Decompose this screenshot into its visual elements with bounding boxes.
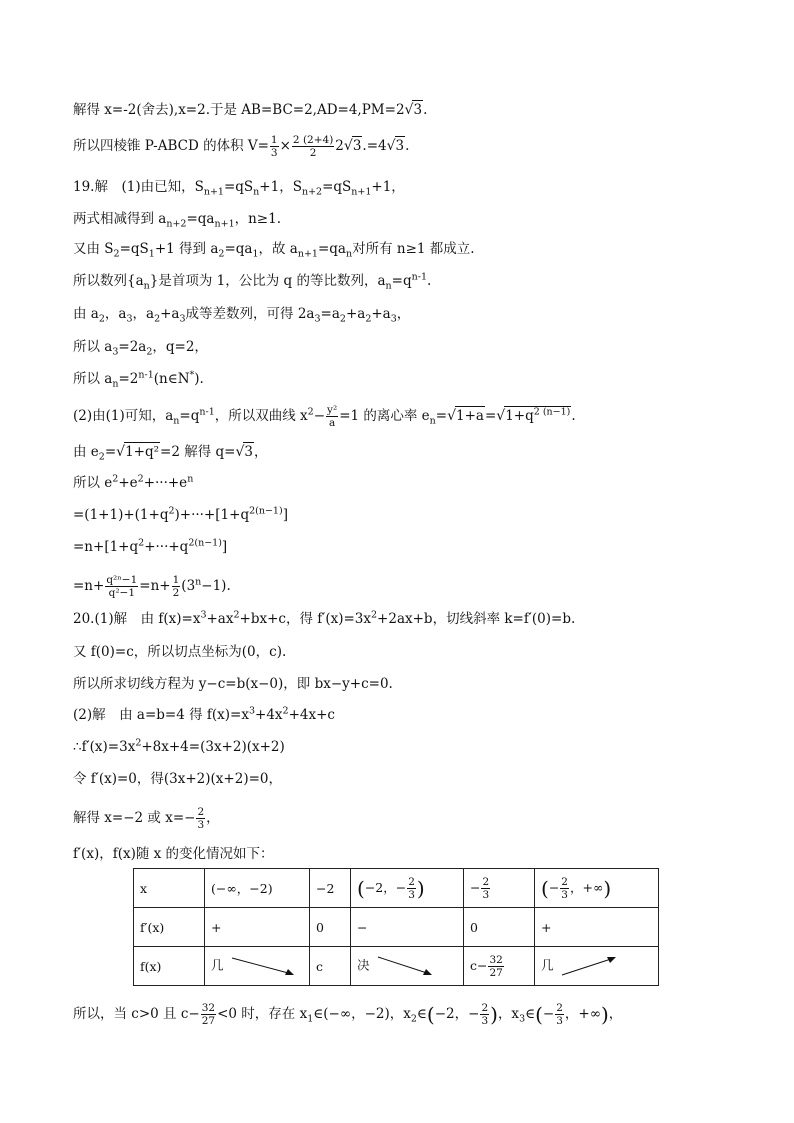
text: =qS [322, 179, 352, 195]
arrow-down-right-icon [228, 953, 298, 979]
line-24 [73, 1002, 622, 1027]
fraction [481, 876, 490, 901]
table-cell [351, 947, 464, 986]
denominator: 3 [482, 888, 490, 901]
numerator: 2 [408, 875, 415, 888]
text: ] [282, 507, 288, 523]
line-3 [73, 178, 405, 196]
line-12 [73, 474, 193, 492]
table-cell [464, 869, 535, 908]
text: +bx+c，得 f′(x)=3x [239, 611, 371, 627]
text: − [548, 879, 560, 895]
table-cell: x [134, 869, 205, 908]
text: 几 [211, 957, 224, 973]
denominator: 2 [172, 587, 180, 599]
text: 对所有 n≥1 都成立. [352, 241, 475, 257]
text: 所以 e [73, 475, 113, 491]
subscript: n+1 [203, 186, 224, 198]
table-cell: f′(x) [134, 908, 205, 947]
subscript: n+1 [214, 218, 235, 230]
line-16 [73, 610, 575, 628]
fraction [480, 1002, 489, 1027]
subscript: n [385, 280, 392, 292]
left-paren: ( [535, 1002, 543, 1027]
text: ，a [132, 306, 155, 322]
line-6 [73, 272, 431, 290]
text: =qa [186, 211, 215, 227]
subscript: 3 [179, 313, 186, 325]
text: . [423, 102, 428, 118]
text: ∈ [416, 1006, 427, 1022]
text: 所以四棱锥 P-ABCD 的体积 V= [73, 138, 269, 154]
text: =q [391, 273, 412, 289]
radical-sign: √ [386, 138, 396, 154]
subscript: 1 [307, 1013, 314, 1025]
left-paren: ( [357, 876, 365, 900]
subscript: n [173, 415, 180, 427]
line-14 [73, 538, 227, 556]
text: 1+q [505, 408, 534, 424]
superscript: 2 (n−1) [533, 406, 571, 418]
text: =(1+1)+(1+q [73, 507, 169, 523]
text: ， [206, 810, 220, 826]
text: )+···+[1+q [174, 507, 250, 523]
fraction [201, 1002, 216, 1027]
text: (2)由(1)可知，a [73, 408, 174, 424]
text: ，所以双曲线 x [214, 408, 308, 424]
text: +4x+c [288, 707, 335, 723]
numerator: 2 [482, 875, 490, 888]
line-23 [73, 845, 274, 863]
denominator: 3 [408, 888, 415, 901]
fraction [172, 574, 181, 599]
table-cell: (−∞，−2) [205, 869, 310, 908]
text: ，+∞ [569, 879, 604, 895]
subscript: 3 [112, 346, 119, 358]
table-cell: − [351, 908, 464, 947]
superscript: 2(n−1) [188, 537, 222, 549]
subscript: 3 [126, 313, 133, 325]
subscript: n+1 [351, 186, 372, 198]
superscript: 3 [200, 609, 207, 621]
denominator: a [328, 417, 336, 429]
left-paren: ( [426, 1002, 435, 1027]
line-18 [73, 675, 393, 693]
text: 所以 a [73, 339, 113, 355]
table-cell [464, 947, 535, 986]
text: +a [371, 306, 391, 322]
text: 解得 x=-2(舍去),x=2.于是 AB=BC=2,AD=4,PM=2 [73, 102, 405, 118]
text: 令 f′(x)=0，得(3x+2)(x+2)=0， [73, 771, 282, 787]
text: ， [608, 1006, 623, 1022]
text: −1). [201, 578, 231, 594]
text: 19.解 (1)由已知，S [73, 179, 204, 195]
subscript: 2 [218, 248, 225, 260]
numerator: q²ⁿ−1 [106, 574, 138, 586]
text: ，故 a [258, 241, 298, 257]
denominator: 27 [201, 1015, 216, 1027]
subscript: n [143, 280, 150, 292]
text: f′(x)，f(x)随 x 的变化情况如下： [73, 846, 274, 862]
radical-sign: √ [447, 408, 457, 424]
subscript: 2 [154, 313, 161, 325]
table-cell [535, 947, 659, 986]
text: ，n≥1. [234, 211, 281, 227]
radicand: 3 [244, 444, 253, 460]
line-19 [73, 706, 335, 724]
text: ，a [104, 306, 127, 322]
text: 又由 S [73, 241, 114, 257]
table-cell [351, 869, 464, 908]
text: = [435, 408, 448, 424]
text: =2 [118, 371, 139, 387]
text: 所以 a [73, 371, 113, 387]
line-11 [73, 442, 267, 461]
text: =qS [223, 179, 254, 195]
line-7 [73, 305, 410, 323]
right-paren: ) [603, 876, 612, 900]
subscript: n+2 [166, 218, 187, 230]
fraction [407, 876, 416, 901]
denominator: 3 [270, 147, 278, 159]
variation-table [133, 868, 659, 986]
denominator: 2 [309, 147, 317, 159]
text: 2 [335, 138, 344, 154]
superscript: n [195, 576, 202, 588]
superscript: 2 [135, 737, 142, 749]
text: =n+[1+q [73, 539, 139, 555]
superscript: 2 [282, 705, 289, 717]
text: ，x [497, 1006, 520, 1022]
text: +a [345, 306, 366, 322]
denominator: 3 [556, 1015, 563, 1027]
text: +ax [206, 611, 234, 627]
subscript: 2 [98, 451, 105, 463]
numerator: 1 [270, 134, 278, 146]
text: c− [470, 957, 488, 973]
fraction [105, 574, 138, 599]
text: 所以所求切线方程为 y−c=b(x−0)，即 bx−y+c=0. [73, 676, 393, 692]
subscript: 1 [148, 248, 155, 260]
line-2 [73, 134, 409, 159]
text: (n∈N [153, 371, 190, 387]
text: −2，− [364, 879, 407, 895]
text: 解得 x=−2 或 x=− [73, 810, 196, 826]
subscript: n+2 [301, 186, 323, 198]
text: ，+∞ [564, 1006, 601, 1022]
text: +4x [255, 707, 283, 723]
text: − [470, 879, 481, 895]
text: =n+ [139, 578, 171, 594]
text: 20.(1)解 由 f(x)=x [73, 611, 201, 627]
text: +1，S [259, 179, 302, 195]
text: =2a [118, 339, 147, 355]
subscript: n [112, 378, 119, 390]
radicand: 1+a [456, 408, 484, 424]
line-22 [73, 806, 220, 831]
text: ∴f′(x)=3x [73, 739, 136, 755]
text: ， [396, 306, 411, 322]
text: =n+ [73, 578, 105, 594]
numerator: y² [327, 404, 338, 416]
line-20 [73, 738, 285, 756]
fraction [292, 134, 334, 159]
denominator: q²−1 [108, 587, 136, 599]
line-9 [73, 370, 204, 388]
table-cell [535, 869, 659, 908]
table-row [134, 908, 659, 947]
text: ∈(−∞，−2)，x [313, 1006, 411, 1022]
radical-sign: √ [116, 444, 126, 460]
table-cell: + [205, 908, 310, 947]
radicand [504, 406, 571, 425]
fraction [488, 954, 503, 979]
right-paren: ) [600, 1002, 609, 1027]
text: =a [320, 306, 340, 322]
text: 成等差数列，可得 2a [185, 306, 315, 322]
text: 几 [541, 957, 554, 973]
subscript: 2 [339, 313, 346, 325]
numerator: 2 (2+4) [292, 134, 334, 146]
table-cell: c [310, 947, 351, 986]
superscript: n-1 [138, 369, 154, 381]
numerator: 2 [481, 1002, 489, 1014]
text: =1 的离心率 e [339, 408, 430, 424]
subscript: n+1 [297, 248, 318, 260]
superscript: n [187, 473, 194, 485]
text: . [571, 408, 576, 424]
subscript: 3 [519, 1013, 526, 1025]
text: =2 解得 q= [160, 444, 236, 460]
superscript: 2 [112, 473, 119, 485]
table-cell: + [535, 908, 659, 947]
text: =q [179, 408, 200, 424]
subscript: n [429, 415, 436, 427]
radicand: 3 [413, 102, 423, 118]
text: 两式相减得到 a [73, 211, 167, 227]
text: +···+q [144, 539, 189, 555]
numerator: 32 [201, 1002, 216, 1014]
superscript: n-1 [199, 406, 215, 418]
line-15 [73, 574, 231, 599]
subscript: 2 [98, 313, 105, 325]
denominator: 27 [489, 966, 503, 979]
table-cell: 0 [464, 908, 535, 947]
line-5 [73, 240, 475, 258]
text: × [279, 138, 291, 154]
table-cell: −2 [310, 869, 351, 908]
fraction [270, 134, 279, 159]
line-8 [73, 338, 208, 356]
denominator: 3 [561, 888, 568, 901]
right-paren: ) [490, 1002, 498, 1027]
subscript: 2 [146, 346, 153, 358]
numerator: 1 [172, 574, 180, 586]
subscript: n [253, 186, 260, 198]
text: =qa [224, 241, 253, 257]
text: }是首项为 1，公比为 q 的等比数列，a [149, 273, 386, 289]
superscript: 2 [168, 505, 175, 517]
superscript: 3 [248, 705, 256, 717]
text: 所以数列{a [73, 273, 144, 289]
line-10 [73, 404, 576, 429]
text: ). [194, 371, 204, 387]
denominator: 3 [481, 1015, 489, 1027]
line-1 [73, 100, 427, 119]
subscript: 2 [365, 313, 372, 325]
text: ，q=2， [152, 339, 208, 355]
text: +a [160, 306, 180, 322]
numerator: 2 [197, 806, 205, 818]
text: ， [253, 444, 268, 460]
numerator: 2 [556, 1002, 563, 1014]
numerator: 32 [489, 953, 503, 966]
text: = [484, 408, 497, 424]
text: =qa [317, 241, 346, 257]
table-row [134, 947, 659, 986]
left-paren: ( [541, 876, 549, 900]
text: − [542, 1006, 555, 1022]
superscript: * [189, 369, 195, 381]
text: ∈ [525, 1006, 536, 1022]
superscript: 2 [233, 609, 240, 621]
text: . [426, 273, 432, 289]
text: +1 得到 a [154, 241, 219, 257]
fraction [326, 404, 338, 429]
line-21 [73, 770, 282, 788]
subscript: 2 [410, 1013, 417, 1025]
radical-sign: √ [404, 102, 414, 118]
superscript: 2(n−1) [249, 505, 283, 517]
text: +8x+4=(3x+2)(x+2) [141, 739, 285, 755]
superscript: 2 [137, 473, 144, 485]
text: 又 f(0)=c，所以切点坐标为(0，c). [73, 644, 287, 660]
table-cell: f(x) [134, 947, 205, 986]
text: +e [118, 475, 138, 491]
text: <0 时，存在 x [217, 1006, 308, 1022]
radicand: 1+q² [125, 444, 160, 460]
text: ] [221, 539, 228, 555]
fraction [560, 876, 569, 901]
subscript: n [345, 248, 353, 260]
text: .=4 [362, 138, 387, 154]
right-paren: ) [416, 876, 425, 900]
text: 所以，当 c>0 且 c− [73, 1006, 200, 1022]
radical-sign: √ [343, 138, 353, 154]
text: +2ax+b，切线斜率 k=f′(0)=b. [377, 611, 576, 627]
text: 决 [357, 957, 370, 973]
text: +1， [371, 179, 405, 195]
arrow-down-right-icon [374, 953, 436, 979]
fraction [555, 1002, 564, 1027]
numerator: 2 [561, 875, 568, 888]
superscript: 2 [371, 609, 378, 621]
radical-sign: √ [496, 408, 506, 424]
text: . [405, 138, 410, 154]
line-4 [73, 210, 281, 228]
table-cell: 0 [310, 908, 351, 947]
text: −2，− [434, 1006, 480, 1022]
table-cell [205, 947, 310, 986]
text: = [104, 444, 117, 460]
text: (3 [181, 578, 196, 594]
superscript: n-1 [411, 271, 427, 283]
subscript: 1 [252, 248, 259, 260]
subscript: 3 [314, 313, 321, 325]
arrow-up-right-icon [558, 953, 620, 979]
line-17 [73, 643, 286, 661]
superscript: 2 [138, 537, 145, 549]
fraction [196, 806, 205, 831]
text: 由 e [73, 444, 99, 460]
superscript: 2 [307, 406, 314, 418]
text: 由 a [73, 306, 99, 322]
text: − [313, 408, 326, 424]
text: (2)解 由 a=b=4 得 f(x)=x [73, 707, 249, 723]
radicand: 3 [352, 138, 362, 154]
line-13 [73, 506, 288, 524]
text: =qS [119, 241, 149, 257]
text: +···+e [143, 475, 188, 491]
denominator: 3 [197, 819, 205, 831]
radicand: 3 [395, 138, 405, 154]
subscript: 3 [390, 313, 397, 325]
table-row [134, 869, 659, 908]
radical-sign: √ [235, 444, 245, 460]
subscript: 2 [113, 248, 120, 260]
